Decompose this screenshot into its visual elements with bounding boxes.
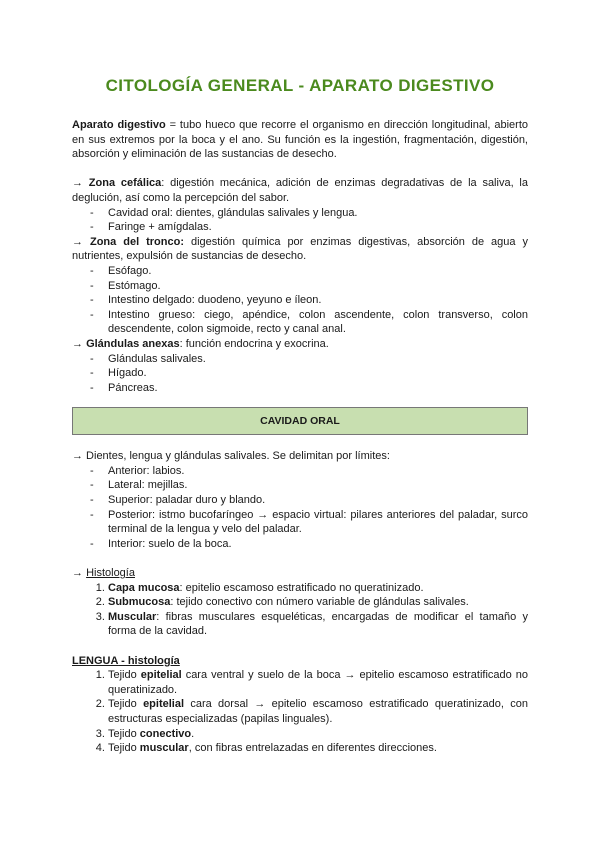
arrow: → — [72, 337, 87, 350]
histologia-heading-text: Histología — [86, 567, 135, 580]
zona-cefalica-text: : digestión mecánica, adición de enzimas degradativas de la saliva, la deglución, así como la percepción del sabor. — [72, 177, 528, 204]
list-item: - Superior: paladar duro y blando. — [108, 493, 528, 508]
item-pre: Tejido — [108, 742, 140, 755]
list-item — [108, 741, 528, 756]
page-title: CITOLOGÍA GENERAL - APARATO DIGESTIVO — [105, 76, 495, 95]
item-term: epitelial — [140, 669, 182, 682]
item-text: : epitelio escamoso estratificado no queratinizado. — [179, 581, 424, 594]
item-pre: Tejido — [108, 669, 141, 682]
list-item — [108, 668, 528, 697]
list-item — [108, 610, 528, 639]
lengua-list — [72, 668, 528, 756]
list-item — [108, 727, 528, 742]
lengua-heading-b: - histología — [118, 654, 180, 667]
list-item: - Interior: suelo de la boca. — [108, 537, 528, 552]
list-item — [108, 595, 528, 610]
list-item: - Cavidad oral: dientes, glándulas salivales y lengua. — [108, 206, 528, 221]
arrow: → — [72, 567, 87, 580]
item-term: Submucosa — [108, 596, 171, 609]
zona-tronco-list — [72, 264, 528, 337]
zona-tronco-term: Zona del tronco: — [89, 235, 184, 248]
list-item: - Glándulas salivales. — [108, 352, 528, 367]
arrow: → — [72, 235, 90, 248]
intro-text: = tubo hueco que recorre el organismo en dirección longitudinal, abierto en sus extremos por la boca y el ano. Su función es la ingestión, fragmentación, digestión, absorción y eliminación de las sustancias de desecho. — [72, 119, 528, 161]
item-text: : tejido conectivo con número variable de glándulas salivales. — [170, 596, 469, 609]
item-text: : fibras musculares esqueléticas, encargadas de modificar el tamaño y forma de la cavidad. — [108, 610, 528, 638]
intro-paragraph — [72, 118, 528, 162]
item-term: conectivo — [139, 727, 192, 740]
section-banner-cavidad-oral: CAVIDAD ORAL — [72, 407, 528, 435]
zona-cefalica — [72, 176, 528, 205]
item-term: Muscular — [108, 610, 157, 623]
item-term: muscular — [139, 742, 189, 755]
item-pre: Tejido — [108, 727, 140, 740]
zona-tronco — [72, 235, 528, 264]
item-term: Capa mucosa — [108, 581, 180, 594]
list-item: - Estómago. — [108, 279, 528, 294]
zona-cefalica-list — [72, 206, 528, 235]
zona-cefalica-term: Zona cefálica — [88, 177, 162, 190]
arrow: → — [72, 177, 89, 190]
glandulas-text: : función endocrina y exocrina. — [179, 337, 329, 350]
list-item: - Páncreas. — [108, 381, 528, 396]
item-text: cara ventral y suelo de la boca → epitelio escamoso estratificado no queratinizado. — [108, 669, 528, 696]
list-item: - Posterior: istmo bucofaríngeo → espacio virtual: pilares anteriores del paladar, surco terminal de la lengua y velo del paladar. — [108, 508, 528, 537]
glandulas-list — [72, 352, 528, 396]
list-item — [108, 581, 528, 596]
item-pre: Tejido — [108, 698, 144, 711]
list-item: - Intestino delgado: duodeno, yeyuno e íleon. — [108, 293, 528, 308]
list-item: - Intestino grueso: ciego, apéndice, colon ascendente, colon transverso, colon descendente, colon sigmoide, recto y canal anal. — [108, 308, 528, 337]
item-text: , con fibras entrelazadas en diferentes direcciones. — [188, 742, 437, 755]
item-text: . — [191, 727, 195, 740]
item-text: cara dorsal → epitelio escamoso estratificado queratinizado, con estructuras especializadas (papilas linguales). — [108, 698, 529, 725]
list-item: - Anterior: labios. — [108, 464, 528, 479]
glandulas-anexas — [72, 337, 528, 352]
limites-intro: → Dientes, lengua y glándulas salivales. Se delimitan por límites: — [72, 450, 390, 463]
list-item: - Esófago. — [108, 264, 528, 279]
list-item: - Lateral: mejillas. — [108, 478, 528, 493]
limites-list — [72, 464, 528, 552]
list-item: - Faringe + amígdalas. — [108, 220, 528, 235]
lengua-heading-a: LENGUA — [72, 654, 119, 667]
list-item: - Hígado. — [108, 366, 528, 381]
glandulas-term: Glándulas anexas — [86, 337, 180, 350]
item-term: epitelial — [143, 698, 185, 711]
list-item — [108, 697, 528, 726]
lengua-heading — [72, 654, 528, 669]
intro-term: Aparato digestivo — [72, 119, 166, 131]
histologia-heading — [72, 566, 528, 581]
histologia-list — [72, 581, 528, 639]
zona-tronco-text: digestión química por enzimas digestivas, absorción de agua y nutrientes, expulsión de sustancias de desecho. — [72, 235, 528, 263]
